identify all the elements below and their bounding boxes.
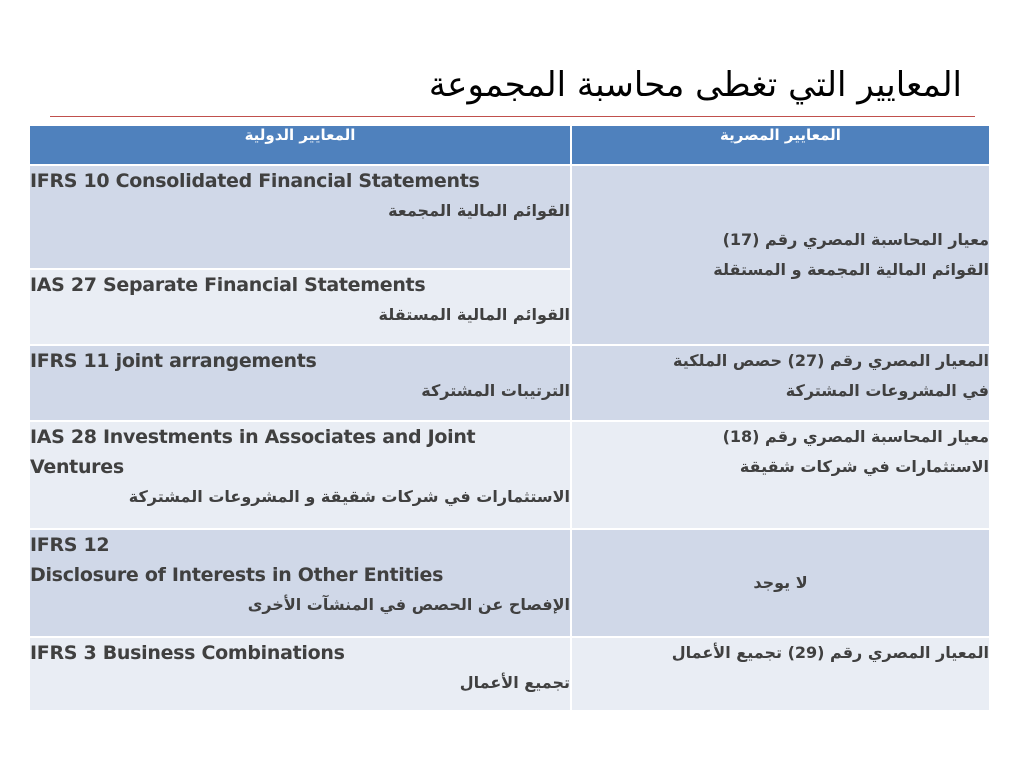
intl-standard-cell [29, 165, 571, 269]
intl-standard-cell [29, 269, 571, 345]
intl-standard-english: IFRS 10 Consolidated Financial Statements [30, 170, 480, 192]
intl-standard-cell [29, 529, 571, 637]
egy-standard-cell [571, 637, 990, 711]
intl-standard-english: IFRS 3 Business Combinations [30, 642, 345, 664]
intl-standard-cell [29, 421, 571, 529]
table-row [29, 421, 990, 529]
egy-standard-none: لا يوجد [753, 573, 808, 592]
title-divider [50, 116, 975, 117]
intl-standard-arabic: القوائم المالية المجمعة [388, 201, 570, 220]
intl-standard-english: IAS 27 Separate Financial Statements [30, 274, 426, 296]
intl-standard-cell [29, 345, 571, 421]
intl-standard-cell [29, 637, 571, 711]
slide-title: المعايير التي تغطى محاسبة المجموعة [428, 65, 962, 105]
table-row [29, 165, 990, 269]
table-row [29, 345, 990, 421]
intl-standard-english: IAS 28 Investments in Associates and Joint Ventures [30, 426, 476, 478]
table-row [29, 637, 990, 711]
egy-standard-line1: المعيار المصري رقم (29) تجميع الأعمال [671, 643, 989, 662]
header-international-standards: المعايير الدولية [29, 125, 571, 165]
egy-standard-cell [571, 421, 990, 529]
intl-standard-english: IFRS 12 [30, 534, 110, 556]
egy-standard-line2: القوائم المالية المجمعة و المستقلة [713, 260, 989, 279]
egy-standard-line2: الاستثمارات في شركات شقيقة [739, 457, 989, 476]
egy-standard-line2: في المشروعات المشتركة [785, 381, 989, 400]
egy-standard-cell [571, 529, 990, 637]
table-header-row [29, 125, 990, 165]
intl-standard-arabic: تجميع الأعمال [459, 673, 570, 692]
egy-standard-line1: معيار المحاسبة المصري رقم (18) [722, 427, 989, 446]
intl-standard-arabic: الإفصاح عن الحصص في المنشآت الأخرى [247, 595, 570, 614]
standards-table [28, 124, 991, 712]
intl-standard-english: Disclosure of Interests in Other Entities [30, 564, 444, 586]
intl-standard-arabic: الترتيبات المشتركة [421, 381, 570, 400]
egy-standard-line1: المعيار المصري رقم (27) حصص الملكية [673, 351, 989, 370]
intl-standard-arabic: القوائم المالية المستقلة [378, 305, 570, 324]
header-egyptian-standards: المعايير المصرية [571, 125, 990, 165]
intl-standard-arabic: الاستثمارات في شركات شقيقة و المشروعات المشتركة [128, 487, 570, 506]
table-row [29, 529, 990, 637]
egy-standard-cell [571, 165, 990, 345]
egy-standard-line1: معيار المحاسبة المصري رقم (17) [722, 230, 989, 249]
intl-standard-english: IFRS 11 joint arrangements [30, 350, 317, 372]
egy-standard-cell [571, 345, 990, 421]
